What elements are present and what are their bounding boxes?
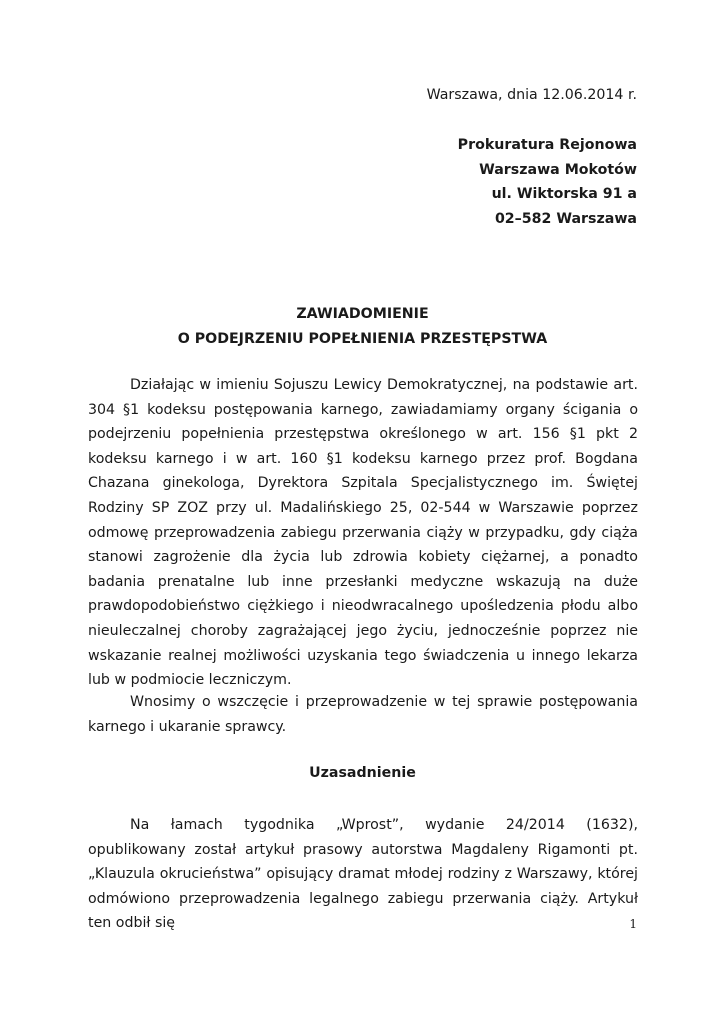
document-title [0,302,725,351]
paragraph-request: Wnosimy o wszczęcie i przeprowadzenie w tej sprawie postępowania karnego i ukaranie sprawcy. [88,694,638,735]
date-line: Warszawa, dnia 12.06.2014 r. [426,87,637,103]
section-heading: Uzasadnienie [309,765,416,781]
addressee-line: Warszawa Mokotów [479,161,637,178]
addressee-line: ul. Wiktorska 91 a [491,186,637,202]
title-line: O PODEJRZENIU POPEŁNIENIA PRZESTĘPSTWA [177,330,548,347]
addressee-line: Prokuratura Rejonowa [457,137,637,153]
paragraph-justification: Na łamach tygodnika „Wprost”, wydanie 24/2014 (1632), opublikowany został artykuł prasowy autorstwa Magdaleny Rigamonti pt. „Klauzula okrucieństwa” opisujący dramat młodej rodziny z Warszawy, której odmówiono przeprowadzenia legalnego zabiegu przerwania ciąży. Artykuł ten odbił się [88,817,638,932]
paragraph-notification: Działając w imieniu Sojuszu Lewicy Demokratycznej, na podstawie art. 304 §1 kodeksu postępowania karnego, zawiadamiamy organy ścigania o podejrzeniu popełnienia przestępstwa określonego w art. 156 §1 pkt 2 kodeksu karnego i w art. 160 §1 kodeksu karnego przez prof. Bogdana Chazana ginekologa, Dyrektora Szpitala Specjalistycznego im. Świętej Rodziny SP ZOZ przy ul. Madalińskiego 25, 02-544 w Warszawie poprzez odmowę przeprowadzenia zabiegu przerwania ciąży w przypadku, gdy ciąża stanowi zagrożenie dla życia lub zdrowia kobiety ciężarnej, a ponadto badania prenatalne lub inne przesłanki medyczne wskazują na duże prawdopodobieństwo ciężkiego i nieodwracalnego upośledzenia płodu albo nieuleczalnej choroby zagrażającej jego życiu, jednocześnie poprzez nie wskazanie realnej możliwości uzyskania tego świadczenia u innego lekarza lub w podmiocie leczniczym. [88,377,638,689]
addressee-block [458,133,637,231]
page-number: 1 [629,917,637,931]
title-line: ZAWIADOMIENIE [296,306,429,322]
addressee-line: 02–582 Warszawa [494,210,637,227]
